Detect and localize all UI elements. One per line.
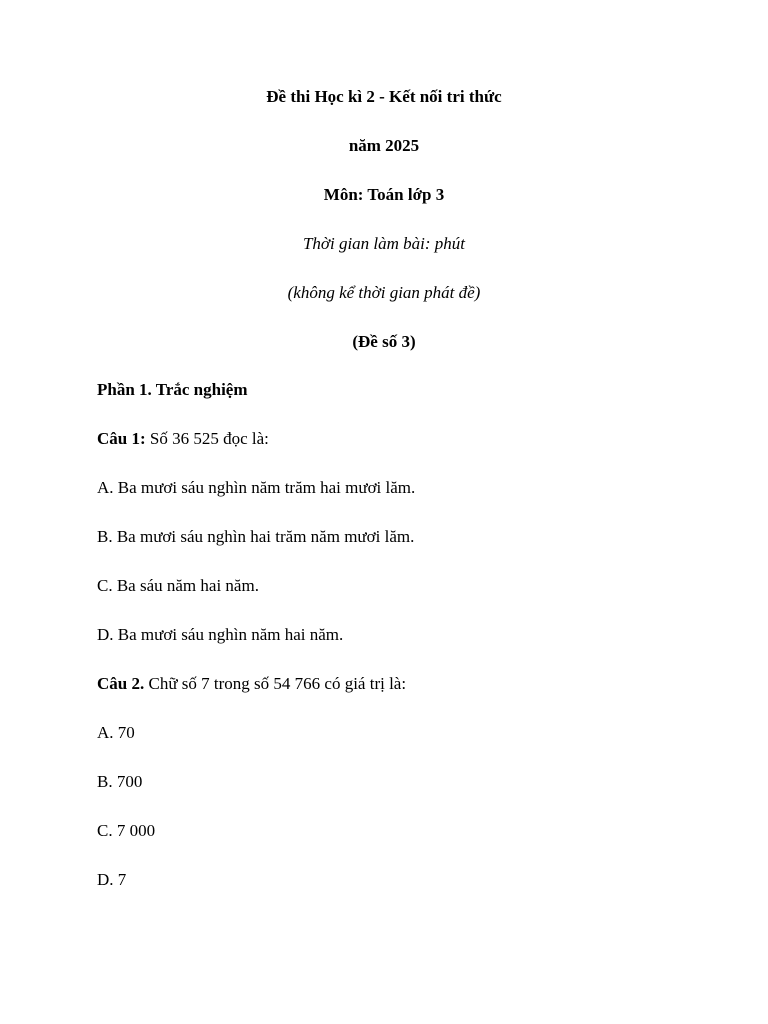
question-1-option-c: C. Ba sáu năm hai năm. xyxy=(97,576,259,595)
question-2-option-c: C. 7 000 xyxy=(97,821,156,840)
question-1-label: Câu 1: xyxy=(97,429,146,448)
question-2-option-d: D. 7 xyxy=(97,870,127,889)
question-1-text: Số 36 525 đọc là: xyxy=(145,429,269,448)
question-2 xyxy=(97,673,406,695)
question-2-text: Chữ số 7 trong số 54 766 có giá trị là: xyxy=(144,674,407,693)
exam-note: (không kể thời gian phát đề) xyxy=(287,283,481,302)
question-2-option-a: A. 70 xyxy=(97,723,135,742)
exam-number: (Đề số 3) xyxy=(352,332,416,351)
exam-year: năm 2025 xyxy=(348,136,420,155)
exam-subject: Môn: Toán lớp 3 xyxy=(323,185,445,204)
question-2-label: Câu 2. xyxy=(97,674,145,693)
question-2-option-b: B. 700 xyxy=(97,772,143,791)
section-title: Phần 1. Trắc nghiệm xyxy=(97,380,248,399)
exam-title: Đề thi Học kì 2 - Kết nối tri thức xyxy=(266,87,502,106)
exam-time: Thời gian làm bài: phút xyxy=(302,234,466,253)
question-1-option-a: A. Ba mươi sáu nghìn năm trăm hai mươi lăm. xyxy=(97,478,416,497)
question-1-option-d: D. Ba mươi sáu nghìn năm hai năm. xyxy=(97,625,344,644)
question-1 xyxy=(97,428,269,450)
question-1-option-b: B. Ba mươi sáu nghìn hai trăm năm mươi lăm. xyxy=(97,527,415,546)
